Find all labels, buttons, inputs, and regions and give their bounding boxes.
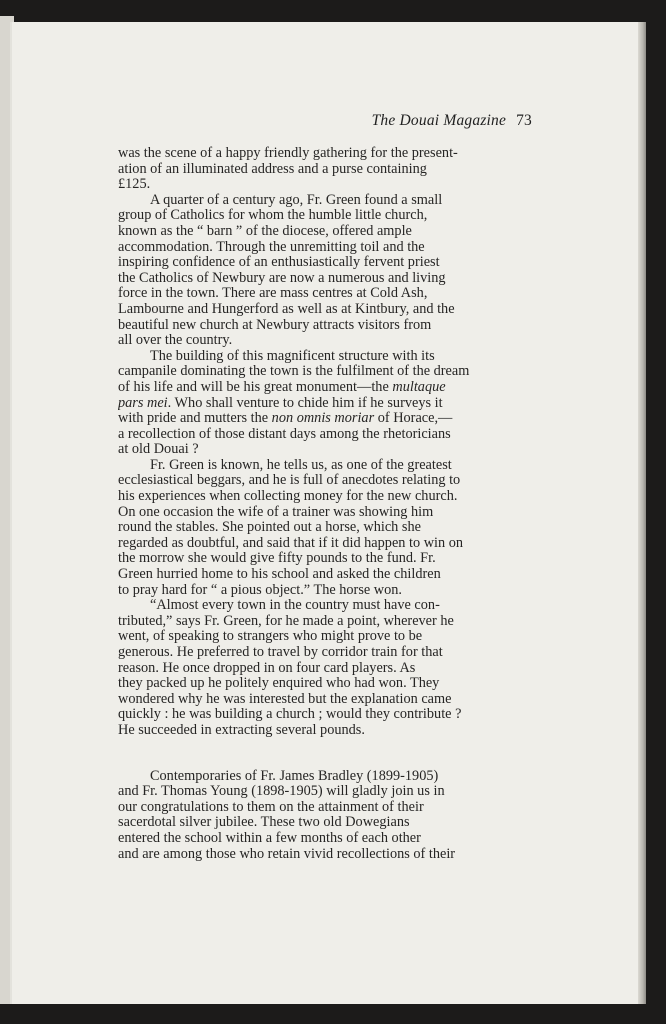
text-line: reason. He once dropped in on four card players. As [118,660,416,676]
text-line: tributed,” says Fr. Green, for he made a point, wherever he [118,613,454,629]
page-stack-edge [638,22,646,1004]
text-line: and Fr. Thomas Young (1898-1905) will gladly join us in [118,784,445,800]
text-line: entered the school within a few months of each other [118,830,421,846]
text-line: sacerdotal silver jubilee. These two old Dowegians [118,815,410,831]
text-line: Fr. Green is known, he tells us, as one of the greatest [150,457,452,473]
text-line: with pride and mutters the non omnis moriar of Horace,— [118,411,453,427]
text-line: beautiful new church at Newbury attracts visitors from [118,317,432,333]
text-line: generous. He preferred to travel by corridor train for that [118,645,443,660]
text-line: ecclesiastical beggars, and he is full of anecdotes relating to [118,473,461,489]
text-line: force in the town. There are mass centres at Cold Ash, [118,286,428,302]
text-line: and are among those who retain vivid recollections of their [118,846,456,862]
text-line: all over the country. [118,333,233,349]
text-line: our congratulations to them on the attainment of their [118,799,424,815]
text-line: group of Catholics for whom the humble little church, [118,208,428,224]
text-line: went, of speaking to strangers who might prove to be [118,629,423,645]
text-line: the morrow she would give fifty pounds to the fund. Fr. [118,551,436,567]
text-line: “Almost every town in the country must have con- [150,598,440,614]
text-line: they packed up he politely enquired who had won. They [118,676,440,692]
text-line: to pray hard for “ a pious object.” The horse won. [118,582,402,598]
text-line: A quarter of a century ago, Fr. Green found a small [150,192,443,208]
italic-phrase: multaque [392,379,446,395]
text-line: regarded as doubtful, and said that if it did happen to win on [118,535,464,551]
text-line: ation of an illuminated address and a purse containing [118,161,427,177]
text-line: The building of this magnificent structure with its [150,348,435,364]
text-line: campanile dominating the town is the fulfilment of the dream [118,364,470,380]
text-line: at old Douai ? [118,442,199,458]
text-line: was the scene of a happy friendly gathering for the present- [118,146,458,161]
text-line: pars mei. Who shall venture to chide him if he surveys it [118,395,443,411]
text-line: wondered why he was interested but the explanation came [118,691,452,707]
italic-phrase: pars mei [118,395,168,411]
text-line: He succeeded in extracting several pounds. [118,722,365,738]
running-header [118,112,532,130]
section-gap [118,739,532,769]
article-body [118,146,532,862]
text-line: round the stables. She pointed out a horse, which she [118,520,421,536]
text-line: On one occasion the wife of a trainer was showing him [118,504,434,520]
page-number: 73 [516,112,532,129]
text-line: accommodation. Through the unremitting toil and the [118,239,425,255]
magazine-title: The Douai Magazine [371,112,507,129]
text-line: his experiences when collecting money for the new church. [118,489,458,505]
text-line: quickly : he was building a church ; would they contribute ? [118,707,462,723]
text-line: of his life and will be his great monument—the multaque [118,379,446,395]
text-line: a recollection of those distant days among the rhetoricians [118,426,451,442]
italic-phrase: non omnis moriar [271,411,375,427]
text-line: Lambourne and Hungerford as well as at Kintbury, and the [118,301,455,317]
text-line: £125. [118,177,151,193]
text-line: the Catholics of Newbury are now a numerous and living [118,270,446,286]
text-line: known as the “ barn ” of the diocese, offered ample [118,223,412,239]
text-line: inspiring confidence of an enthusiastically fervent priest [118,255,440,271]
text-line: Green hurried home to his school and asked the children [118,567,441,583]
text-line: Contemporaries of Fr. James Bradley (1899-1905) [150,768,439,784]
